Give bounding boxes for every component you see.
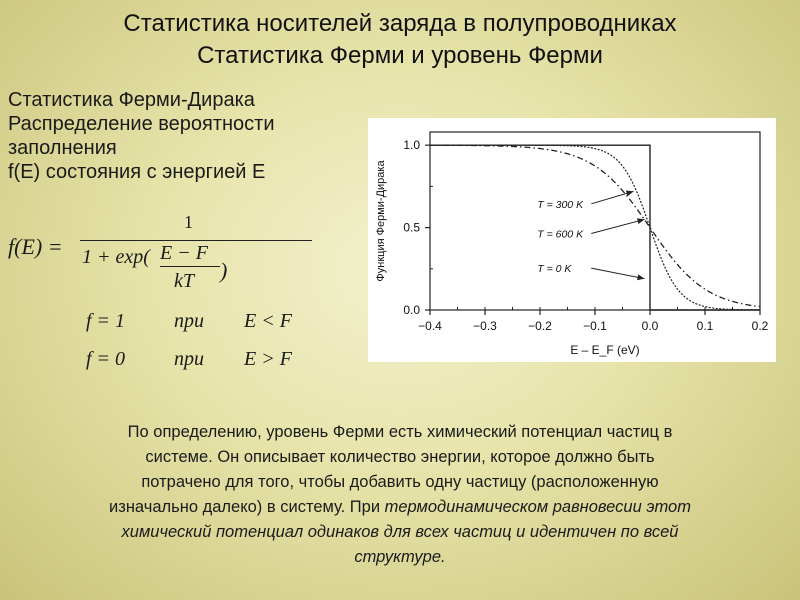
chart-svg: [368, 118, 776, 362]
x-tick-label: −0.3: [473, 319, 497, 333]
formula-inner-numerator: E − F: [160, 242, 208, 264]
x-axis-label: E – E_F (eV): [570, 343, 640, 357]
y-tick-label: 1.0: [403, 138, 420, 153]
paragraph-line-1: По определению, уровень Ферми есть химический потенциал частиц в: [127, 423, 673, 441]
desc-line-1: Статистика Ферми-Дирака: [8, 89, 255, 111]
paragraph-line-2: системе. Он описывает количество энергии, которое должно быть: [145, 448, 655, 466]
formula-inner-denominator: kT: [174, 270, 194, 292]
series-annotation-label-1: T = 600 K: [537, 228, 584, 241]
paragraph-line-4b: термодинамическом равновесии этот: [384, 498, 691, 516]
desc-line-2: Распределение вероятности: [8, 113, 275, 135]
formula-denominator-prefix: 1 + exp(: [82, 246, 150, 268]
paragraph-line-6: структуре.: [354, 548, 446, 566]
condition-1-lhs: f = 1: [86, 310, 126, 332]
fermi-dirac-formula: [4, 212, 364, 382]
annotation-arrow-head-2: [637, 274, 644, 280]
description-block: [8, 88, 368, 184]
condition-1-rhs: E < F: [244, 310, 292, 332]
series-line-0: [430, 145, 760, 310]
condition-1-word: при: [174, 310, 204, 332]
paragraph-line-3: потрачено для того, чтобы добавить одну частицу (расположенную: [141, 473, 659, 491]
paragraph-line-4a: изначально далеко) в систему. При: [109, 498, 385, 516]
annotation-arrow-line-1: [591, 219, 644, 233]
series-annotation-label-0: T = 300 K: [537, 198, 584, 211]
series-line-2: [430, 145, 760, 310]
plot-frame: [430, 132, 760, 310]
y-tick-label: 0.0: [403, 303, 420, 317]
formula-fraction-bar: [80, 240, 312, 241]
y-axis-label: Функция Ферми-Дирака: [375, 160, 387, 282]
paragraph-line-4: [0, 495, 800, 520]
definition-paragraph: [0, 420, 800, 570]
formula-close-paren: ): [220, 258, 228, 283]
x-tick-label: −0.4: [418, 319, 442, 333]
annotation-arrow-line-2: [591, 268, 644, 279]
y-tick-label: 0.5: [403, 220, 420, 235]
x-tick-label: −0.1: [583, 319, 607, 333]
title-line-1: Статистика носителей заряда в полупроводниках: [123, 10, 677, 37]
paragraph-line-5: химический потенциал одинаков для всех частиц и идентичен по всей: [121, 523, 679, 541]
x-tick-label: 0.0: [641, 319, 659, 333]
desc-line-4: f(E) состояния с энергией E: [8, 161, 266, 183]
formula-lhs: f(E) =: [8, 234, 63, 259]
x-tick-label: −0.2: [528, 319, 552, 333]
condition-2-rhs: E > F: [244, 348, 292, 370]
formula-numerator: 1: [184, 212, 193, 232]
x-tick-label: 0.2: [751, 319, 769, 333]
slide-title: [0, 8, 800, 72]
formula-inner-fraction-bar: [160, 266, 220, 267]
condition-2-lhs: f = 0: [86, 348, 126, 370]
x-tick-label: 0.1: [696, 319, 714, 333]
series-line-1: [430, 145, 760, 306]
title-line-2: Статистика Ферми и уровень Ферми: [197, 42, 603, 69]
condition-2-word: при: [174, 348, 204, 370]
series-annotation-label-2: T = 0 K: [537, 263, 572, 276]
annotation-arrow-head-1: [637, 218, 645, 224]
desc-line-3: заполнения: [8, 137, 117, 159]
fermi-dirac-chart: [368, 118, 776, 362]
